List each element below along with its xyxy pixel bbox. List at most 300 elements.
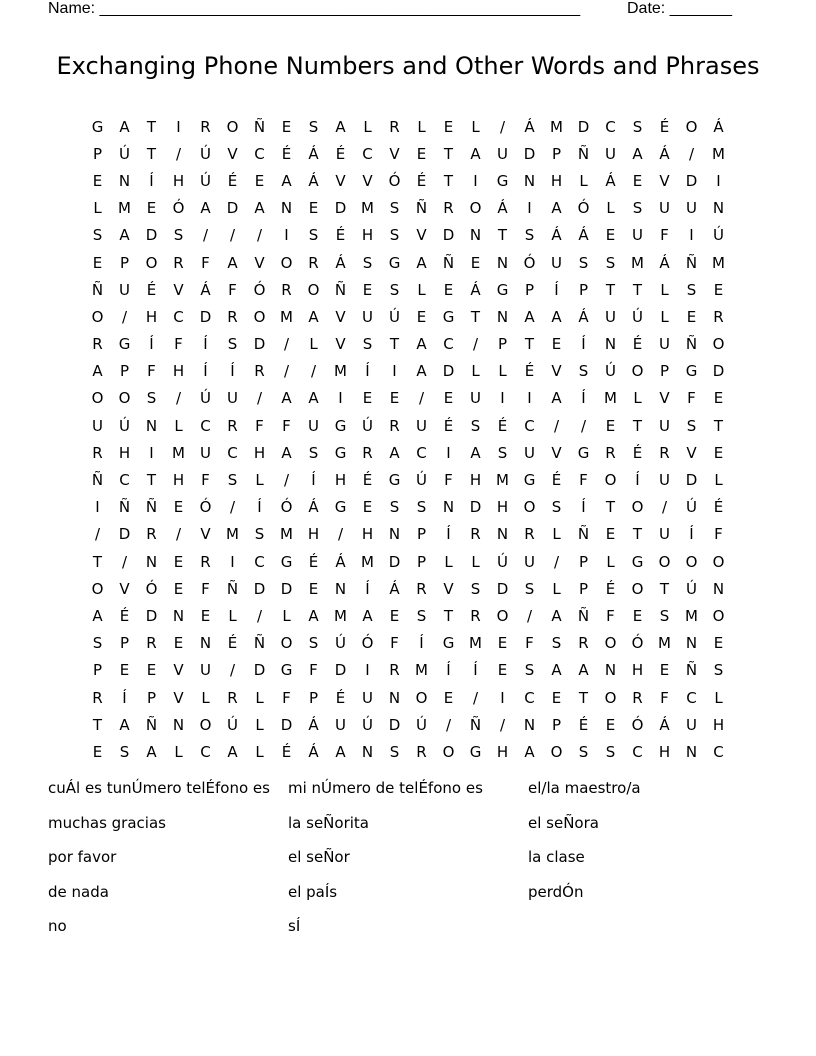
grid-letter: E (605, 416, 616, 435)
grid-letter: A (335, 742, 346, 761)
grid-letter: F (282, 416, 291, 435)
grid-letter: Í (554, 280, 559, 299)
grid-letter: D (145, 606, 158, 625)
grid-letter: / (310, 362, 317, 381)
grid-letter: D (712, 362, 725, 381)
grid-letter: L (309, 335, 318, 354)
grid-letter: Ú (362, 416, 373, 435)
grid-letter: M (415, 661, 428, 680)
grid-letter: V (686, 443, 697, 462)
grid-letter: H (172, 362, 185, 381)
grid-letter: E (92, 742, 103, 761)
grid-letter: R (227, 416, 238, 435)
grid-row (84, 385, 732, 412)
word-list-item: cuÁl es tunÚmero telÉfono es (48, 779, 270, 797)
grid-letter: N (118, 171, 131, 190)
grid-row (84, 575, 732, 602)
grid-letter: A (416, 362, 427, 381)
grid-letter: / (553, 552, 560, 571)
grid-letter: A (551, 199, 562, 218)
grid-letter: P (659, 362, 670, 381)
grid-letter: Ó (631, 715, 644, 734)
grid-letter: S (632, 199, 643, 218)
grid-letter: Ú (200, 171, 211, 190)
grid-letter: F (282, 688, 291, 707)
grid-letter: P (119, 253, 130, 272)
grid-row (84, 684, 732, 711)
grid-letter: I (176, 117, 181, 136)
grid-letter: N (604, 661, 617, 680)
grid-letter: G (496, 280, 509, 299)
grid-letter: U (659, 525, 670, 544)
grid-letter: Á (200, 280, 211, 299)
grid-letter: R (416, 742, 427, 761)
grid-letter: M (469, 634, 482, 653)
grid-letter: T (389, 335, 400, 354)
grid-letter: O (550, 742, 563, 761)
grid-letter: N (496, 307, 509, 326)
grid-letter: S (362, 335, 373, 354)
grid-letter: Í (365, 579, 370, 598)
grid-letter: E (173, 579, 184, 598)
grid-letter: Ñ (469, 715, 482, 734)
grid-letter: D (469, 498, 482, 517)
grid-letter: A (146, 742, 157, 761)
grid-letter: T (92, 715, 103, 734)
grid-letter: A (551, 389, 562, 408)
grid-letter: E (92, 253, 103, 272)
grid-letter: M (604, 389, 617, 408)
grid-letter: O (199, 715, 212, 734)
grid-letter: Ñ (253, 634, 266, 653)
grid-letter: A (470, 443, 481, 462)
grid-letter: L (552, 525, 561, 544)
page-title: Exchanging Phone Numbers and Other Words and Phrases (56, 52, 760, 80)
grid-letter: H (307, 525, 320, 544)
grid-letter: S (524, 226, 535, 245)
grid-letter: U (686, 199, 697, 218)
grid-letter: H (172, 471, 185, 490)
grid-letter: A (551, 307, 562, 326)
grid-letter: E (632, 606, 643, 625)
grid-letter: Ñ (415, 199, 428, 218)
grid-letter: E (119, 661, 130, 680)
grid-letter: Í (473, 661, 478, 680)
grid-letter: Ú (416, 471, 427, 490)
grid-letter: A (578, 661, 589, 680)
grid-letter: Á (578, 307, 589, 326)
grid-letter: C (605, 117, 616, 136)
grid-letter: / (256, 226, 263, 245)
grid-letter: M (280, 525, 293, 544)
grid-letter: Ó (253, 280, 266, 299)
grid-letter: Ú (200, 144, 211, 163)
grid-letter: G (334, 416, 347, 435)
grid-letter: D (118, 525, 131, 544)
grid-letter: F (174, 335, 183, 354)
grid-letter: S (578, 253, 589, 272)
grid-letter: A (335, 117, 346, 136)
grid-letter: U (659, 416, 670, 435)
grid-letter: E (362, 280, 373, 299)
grid-letter: O (307, 280, 320, 299)
grid-letter: S (416, 606, 427, 625)
grid-letter: O (685, 117, 698, 136)
grid-letter: R (173, 253, 184, 272)
grid-letter: G (388, 471, 401, 490)
grid-letter: Á (335, 552, 346, 571)
grid-row (84, 222, 732, 249)
grid-letter: É (362, 471, 373, 490)
grid-letter: P (416, 552, 427, 571)
grid-letter: T (632, 525, 643, 544)
grid-letter: E (713, 280, 724, 299)
grid-letter: O (91, 307, 104, 326)
grid-letter: Ú (686, 498, 697, 517)
grid-letter: P (551, 144, 562, 163)
grid-letter: / (472, 688, 479, 707)
grid-row (84, 521, 732, 548)
grid-letter: R (443, 199, 454, 218)
grid-letter: E (200, 606, 211, 625)
grid-letter: U (308, 416, 319, 435)
grid-letter: A (92, 606, 103, 625)
grid-letter: U (659, 199, 670, 218)
grid-letter: L (606, 199, 615, 218)
grid-letter: L (174, 416, 183, 435)
grid-letter: Í (203, 362, 208, 381)
grid-letter: U (92, 416, 103, 435)
grid-letter: S (389, 280, 400, 299)
grid-letter: T (470, 307, 481, 326)
grid-letter: H (253, 443, 266, 462)
grid-letter: S (308, 226, 319, 245)
grid-letter: U (659, 471, 670, 490)
grid-letter: Ú (200, 389, 211, 408)
grid-letter: L (471, 117, 480, 136)
grid-letter: S (470, 579, 481, 598)
grid-letter: H (712, 715, 725, 734)
grid-letter: H (631, 661, 644, 680)
grid-letter: Ó (199, 498, 212, 517)
grid-letter: A (200, 199, 211, 218)
grid-letter: O (604, 471, 617, 490)
grid-letter: Á (308, 715, 319, 734)
grid-letter: N (469, 226, 482, 245)
grid-letter: R (200, 117, 211, 136)
grid-row (84, 657, 732, 684)
grid-letter: H (172, 171, 185, 190)
word-list-item: muchas gracias (48, 813, 166, 832)
grid-letter: Á (335, 253, 346, 272)
grid-row (84, 358, 732, 385)
grid-letter: É (632, 335, 643, 354)
grid-letter: U (497, 144, 508, 163)
grid-letter: F (201, 253, 210, 272)
grid-letter: E (362, 498, 373, 517)
grid-letter: S (254, 525, 265, 544)
grid-letter: V (173, 688, 184, 707)
grid-letter: I (230, 552, 235, 571)
grid-letter: U (605, 144, 616, 163)
grid-letter: V (335, 307, 346, 326)
grid-letter: V (362, 171, 373, 190)
grid-letter: I (365, 661, 370, 680)
grid-letter: A (632, 144, 643, 163)
grid-letter: F (714, 525, 723, 544)
word-list-item: el seÑor (288, 848, 350, 867)
grid-letter: F (525, 634, 534, 653)
grid-letter: S (146, 389, 157, 408)
grid-letter: C (362, 144, 373, 163)
word-list-item: sÍ (288, 917, 301, 936)
grid-letter: Ñ (145, 498, 158, 517)
grid-row (84, 140, 732, 167)
grid-letter: O (631, 579, 644, 598)
grid-letter: R (389, 117, 400, 136)
grid-letter: S (308, 117, 319, 136)
grid-row (84, 548, 732, 575)
grid-letter: S (119, 742, 130, 761)
grid-letter: O (658, 552, 671, 571)
word-list-item: mi nÚmero de telÉfono es (288, 779, 483, 797)
grid-letter: L (660, 280, 669, 299)
grid-letter: É (551, 471, 562, 490)
grid-letter: E (605, 715, 616, 734)
grid-letter: Í (203, 335, 208, 354)
grid-letter: R (254, 362, 265, 381)
grid-letter: S (389, 226, 400, 245)
grid-letter: R (227, 688, 238, 707)
grid-letter: T (146, 471, 157, 490)
grid-letter: Ó (631, 634, 644, 653)
grid-row (84, 195, 732, 222)
grid-letter: / (337, 525, 344, 544)
grid-letter: É (308, 552, 319, 571)
grid-letter: / (229, 498, 236, 517)
grid-row (84, 412, 732, 439)
grid-letter: N (280, 199, 293, 218)
grid-row (84, 167, 732, 194)
grid-row (84, 738, 732, 765)
grid-letter: A (281, 171, 292, 190)
grid-letter: Ñ (577, 144, 590, 163)
grid-letter: E (389, 606, 400, 625)
grid-letter: D (685, 171, 698, 190)
grid-letter: É (524, 362, 535, 381)
word-list-item: el/la maestro/a (528, 779, 641, 797)
word-list-item: la seÑorita (288, 813, 369, 832)
grid-letter: T (713, 416, 724, 435)
grid-letter: C (524, 416, 535, 435)
grid-letter: P (308, 688, 319, 707)
grid-letter: E (551, 335, 562, 354)
word-search-grid (84, 113, 732, 766)
grid-letter: E (173, 634, 184, 653)
grid-letter: Á (497, 199, 508, 218)
grid-letter: / (418, 389, 425, 408)
grid-letter: M (226, 525, 239, 544)
grid-letter: Í (446, 661, 451, 680)
grid-letter: O (604, 688, 617, 707)
grid-letter: R (308, 253, 319, 272)
grid-letter: Ñ (253, 117, 266, 136)
grid-letter: V (659, 389, 670, 408)
grid-letter: Ñ (685, 661, 698, 680)
grid-letter: / (229, 226, 236, 245)
grid-letter: S (632, 117, 643, 136)
grid-letter: I (338, 389, 343, 408)
grid-letter: G (388, 253, 401, 272)
grid-letter: / (661, 498, 668, 517)
grid-letter: O (469, 199, 482, 218)
grid-letter: / (472, 335, 479, 354)
grid-letter: R (470, 525, 481, 544)
grid-letter: N (199, 634, 212, 653)
grid-letter: Ú (119, 416, 130, 435)
grid-letter: Ú (605, 362, 616, 381)
grid-letter: É (632, 443, 643, 462)
grid-letter: L (471, 552, 480, 571)
grid-letter: / (283, 362, 290, 381)
grid-letter: H (334, 471, 347, 490)
grid-letter: Ó (577, 199, 590, 218)
grid-letter: Í (581, 335, 586, 354)
grid-letter: D (442, 226, 455, 245)
grid-letter: M (361, 199, 374, 218)
grid-letter: T (578, 688, 589, 707)
grid-letter: Ú (335, 634, 346, 653)
grid-letter: D (280, 715, 293, 734)
grid-letter: Á (551, 226, 562, 245)
grid-letter: E (443, 280, 454, 299)
grid-letter: V (443, 579, 454, 598)
grid-letter: N (334, 579, 347, 598)
grid-letter: V (173, 280, 184, 299)
grid-letter: Ó (523, 253, 536, 272)
grid-letter: / (283, 471, 290, 490)
grid-letter: É (713, 498, 724, 517)
grid-letter: É (443, 416, 454, 435)
grid-letter: U (362, 307, 373, 326)
word-list-item: por favor (48, 848, 117, 867)
grid-letter: E (443, 389, 454, 408)
grid-letter: P (416, 525, 427, 544)
grid-letter: R (92, 443, 103, 462)
grid-letter: Á (470, 280, 481, 299)
grid-letter: R (632, 688, 643, 707)
grid-letter: S (227, 335, 238, 354)
grid-letter: / (229, 661, 236, 680)
grid-letter: U (470, 389, 481, 408)
grid-letter: Ñ (145, 715, 158, 734)
grid-letter: D (685, 471, 698, 490)
grid-letter: G (442, 634, 455, 653)
grid-letter: E (308, 579, 319, 598)
grid-letter: N (388, 688, 401, 707)
grid-letter: L (498, 362, 507, 381)
grid-letter: G (280, 552, 293, 571)
grid-letter: A (524, 307, 535, 326)
grid-letter: Ñ (334, 280, 347, 299)
grid-letter: A (308, 389, 319, 408)
grid-letter: E (416, 307, 427, 326)
grid-letter: E (443, 688, 454, 707)
grid-letter: A (119, 226, 130, 245)
grid-letter: Í (446, 525, 451, 544)
grid-letter: S (578, 362, 589, 381)
grid-letter: M (631, 253, 644, 272)
grid-letter: S (308, 634, 319, 653)
grid-letter: U (362, 688, 373, 707)
grid-letter: N (172, 606, 185, 625)
grid-letter: U (524, 443, 535, 462)
grid-letter: D (199, 307, 212, 326)
grid-letter: D (577, 117, 590, 136)
grid-letter: T (443, 606, 454, 625)
grid-letter: R (281, 280, 292, 299)
grid-letter: F (606, 606, 615, 625)
grid-letter: O (145, 253, 158, 272)
grid-letter: T (497, 226, 508, 245)
grid-letter: P (578, 552, 589, 571)
grid-letter: N (442, 498, 455, 517)
grid-letter: E (659, 661, 670, 680)
grid-letter: M (172, 443, 185, 462)
grid-letter: É (146, 280, 157, 299)
grid-letter: D (253, 661, 266, 680)
grid-letter: A (470, 144, 481, 163)
grid-letter: É (227, 171, 238, 190)
grid-row (84, 439, 732, 466)
grid-letter: I (284, 226, 289, 245)
grid-letter: A (416, 335, 427, 354)
grid-letter: O (712, 552, 725, 571)
grid-letter: S (227, 471, 238, 490)
grid-letter: L (93, 199, 102, 218)
grid-letter: É (119, 606, 130, 625)
grid-letter: C (173, 307, 184, 326)
grid-letter: S (389, 498, 400, 517)
grid-letter: / (121, 552, 128, 571)
grid-letter: D (334, 661, 347, 680)
grid-letter: U (227, 389, 238, 408)
grid-letter: N (523, 715, 536, 734)
grid-letter: R (713, 307, 724, 326)
grid-letter: O (280, 634, 293, 653)
grid-letter: G (442, 307, 455, 326)
grid-letter: E (173, 498, 184, 517)
grid-letter: N (712, 579, 725, 598)
grid-row (84, 303, 732, 330)
grid-letter: S (470, 416, 481, 435)
grid-letter: Á (389, 579, 400, 598)
grid-letter: E (281, 117, 292, 136)
grid-letter: Ú (362, 715, 373, 734)
grid-letter: C (632, 742, 643, 761)
grid-letter: C (227, 443, 238, 462)
grid-letter: T (659, 579, 670, 598)
grid-letter: R (578, 634, 589, 653)
grid-letter: N (496, 253, 509, 272)
grid-letter: N (172, 715, 185, 734)
grid-letter: M (712, 144, 725, 163)
grid-letter: V (227, 144, 238, 163)
grid-row (84, 113, 732, 140)
grid-letter: A (227, 742, 238, 761)
grid-letter: F (390, 634, 399, 653)
grid-letter: Í (635, 471, 640, 490)
